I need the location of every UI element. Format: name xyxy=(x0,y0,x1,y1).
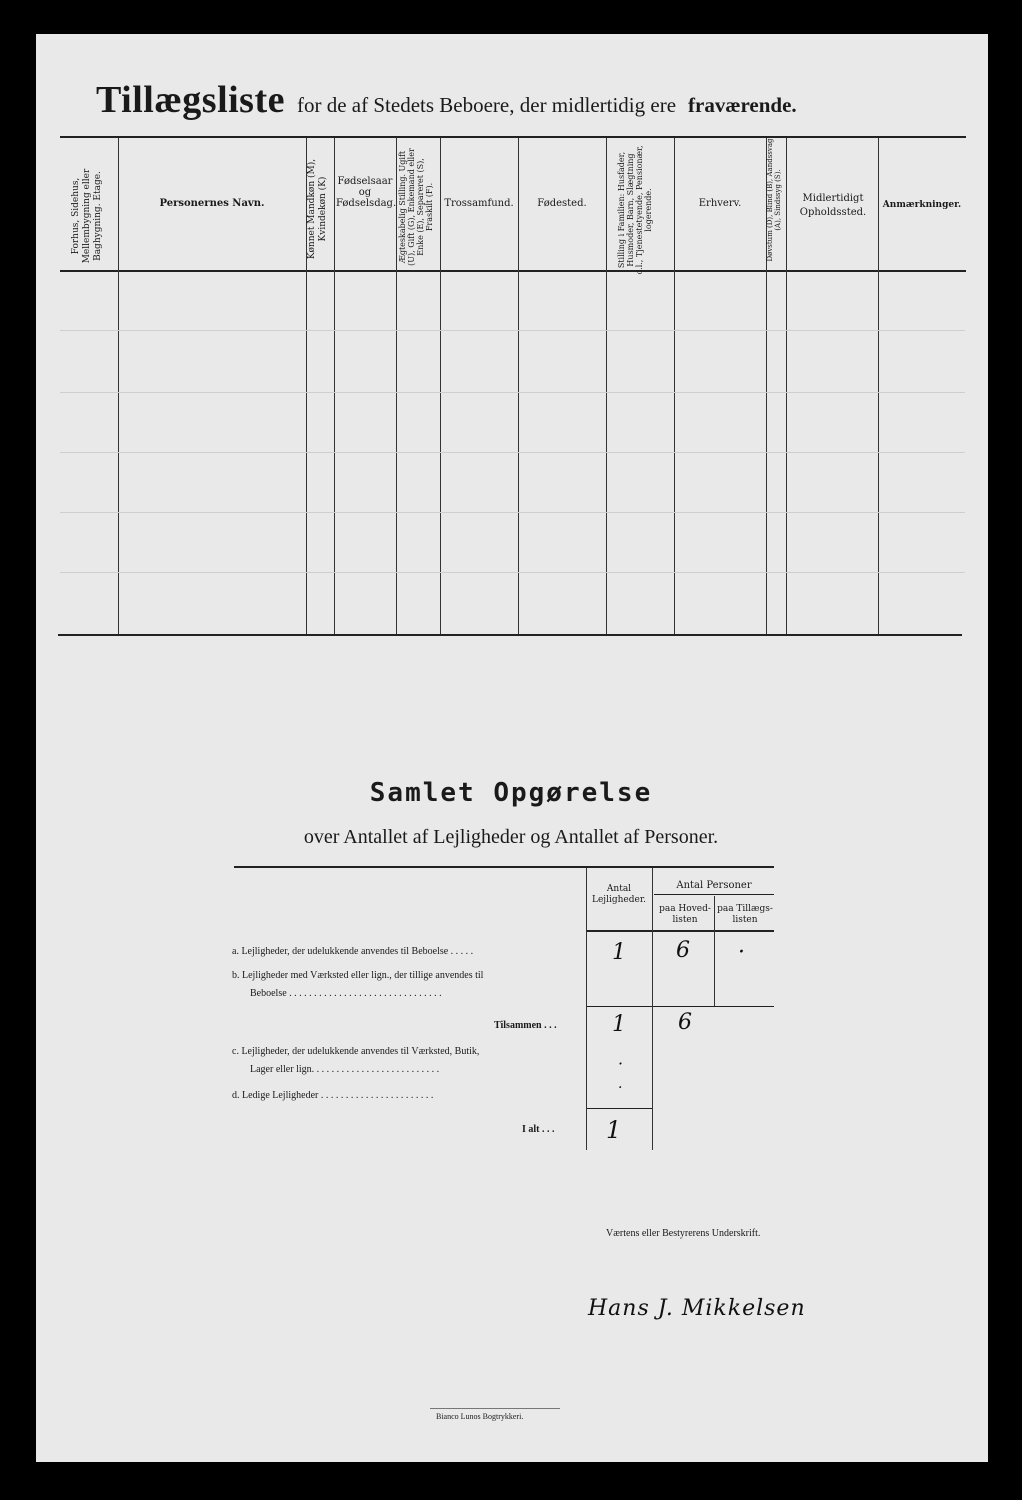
col-header-family-position: Stilling i Familien: Husfader, Husmoder, Barn, Slægtning o.l., Tjenestetyende, Pensionær, logerende. xyxy=(617,145,653,275)
signature-name: Hans J. Mikkelsen xyxy=(588,1296,806,1321)
summary-col-divider xyxy=(652,868,653,1150)
summary-col-lejligheder: Antal Lejligheder. xyxy=(592,884,646,905)
col-divider xyxy=(674,138,675,634)
value-d-lejligheder: · xyxy=(618,1080,623,1096)
col-header-religion: Trossamfund. xyxy=(444,198,514,209)
title-main: Tillægsliste xyxy=(96,79,285,121)
value-a-lejligheder: 1 xyxy=(612,940,626,965)
value-a-hovedlisten: 6 xyxy=(676,938,690,963)
table-row xyxy=(60,330,965,331)
summary-total-rule xyxy=(586,1108,652,1109)
summary-col-hovedlisten: paa Hoved-listen xyxy=(659,904,711,925)
summary-row-c-line2: Lager eller lign. . . . . . . . . . . . . . . . . . . . . . . . . . xyxy=(250,1064,440,1075)
signature-label: Værtens eller Bestyrerens Underskrift. xyxy=(606,1228,761,1239)
col-header-temp-residence: Midlertidigt Opholdssted. xyxy=(799,193,867,218)
value-a-tillaegslisten: · xyxy=(738,940,745,965)
col-divider xyxy=(786,138,787,634)
summary-row-d: d. Ledige Lejligheder . . . . . . . . . . . . . . . . . . . . . . . xyxy=(232,1090,434,1101)
printer-credit: Bianco Lunos Bogtrykkeri. xyxy=(436,1412,524,1421)
summary-header-rule xyxy=(586,930,774,932)
summary-row-tilsammen: Tilsammen . . . xyxy=(494,1020,557,1031)
col-divider xyxy=(118,138,119,634)
summary-row-b-line1: b. Lejligheder med Værksted eller lign., der tillige anvendes til xyxy=(232,970,484,981)
col-header-sex: Kønnet Mandkøn (M), Kvindekøn (K) xyxy=(307,158,328,260)
summary-row-ialt: I alt . . . xyxy=(522,1124,555,1135)
table-row xyxy=(60,452,965,453)
col-header-building: Forhus, Sidehus, Mellembygning eller Baghygning. Etage. xyxy=(71,168,103,264)
col-divider xyxy=(518,138,519,634)
col-divider xyxy=(440,138,441,634)
table-top-rule xyxy=(60,136,966,138)
col-divider xyxy=(878,138,879,634)
summary-col-divider xyxy=(714,896,715,1006)
summary-top-rule xyxy=(234,866,774,868)
col-header-disability: Døvstum (D), Blind (B), Aandssvag (A), Sindssyg (S). xyxy=(766,138,782,262)
col-header-birth: Fødselsaar og Fødselsdag. xyxy=(336,176,397,209)
table-row xyxy=(60,512,965,513)
summary-col-personer: Antal Personer xyxy=(676,880,752,891)
summary-row-b-line2: Beboelse . . . . . . . . . . . . . . . . . . . . . . . . . . . . . . . xyxy=(250,988,442,999)
summary-heading: Samlet Opgørelse xyxy=(369,778,653,808)
col-header-name: Personernes Navn. xyxy=(159,198,265,209)
table-bottom-rule xyxy=(58,634,962,636)
form-title xyxy=(96,78,956,122)
summary-row-a: a. Lejligheder, der udelukkende anvendes til Beboelse . . . . . xyxy=(232,946,474,957)
summary-col-tillaegslisten: paa Tillægs-listen xyxy=(717,904,773,925)
summary-col-divider xyxy=(586,868,587,1150)
col-header-marital: Ægteskabelig Stilling. Ugift (U), Gift (G), Enkemand eller Enke (E), Separeret (S), Fraskilt (F). xyxy=(398,148,434,266)
summary-personer-rule xyxy=(654,894,774,895)
title-rest: for de af Stedets Beboere, der midlertidig ere xyxy=(297,93,677,117)
table-row xyxy=(60,572,965,573)
title-emphasis: fraværende. xyxy=(688,93,797,117)
summary-subheading: over Antallet af Lejligheder og Antallet af Personer. xyxy=(303,826,719,848)
value-tilsammen-lejligheder: 1 xyxy=(612,1012,626,1037)
value-c-lejligheder: · xyxy=(618,1054,624,1073)
summary-row-c-line1: c. Lejligheder, der udelukkende anvendes til Værksted, Butik, xyxy=(232,1046,480,1057)
col-divider xyxy=(396,138,397,634)
col-header-remarks: Anmærkninger. xyxy=(882,200,962,210)
value-tilsammen-hovedlisten: 6 xyxy=(678,1010,692,1035)
col-header-occupation: Erhverv. xyxy=(698,198,742,209)
census-form-sheet xyxy=(36,34,988,1462)
printer-rule xyxy=(430,1408,560,1409)
col-divider xyxy=(606,138,607,634)
col-divider xyxy=(334,138,335,634)
value-ialt-lejligheder: 1 xyxy=(606,1116,622,1144)
col-header-birthplace: Fødested. xyxy=(537,198,587,209)
summary-subtotal-rule xyxy=(586,1006,774,1007)
table-row xyxy=(60,392,965,393)
table-header-rule xyxy=(60,270,966,272)
